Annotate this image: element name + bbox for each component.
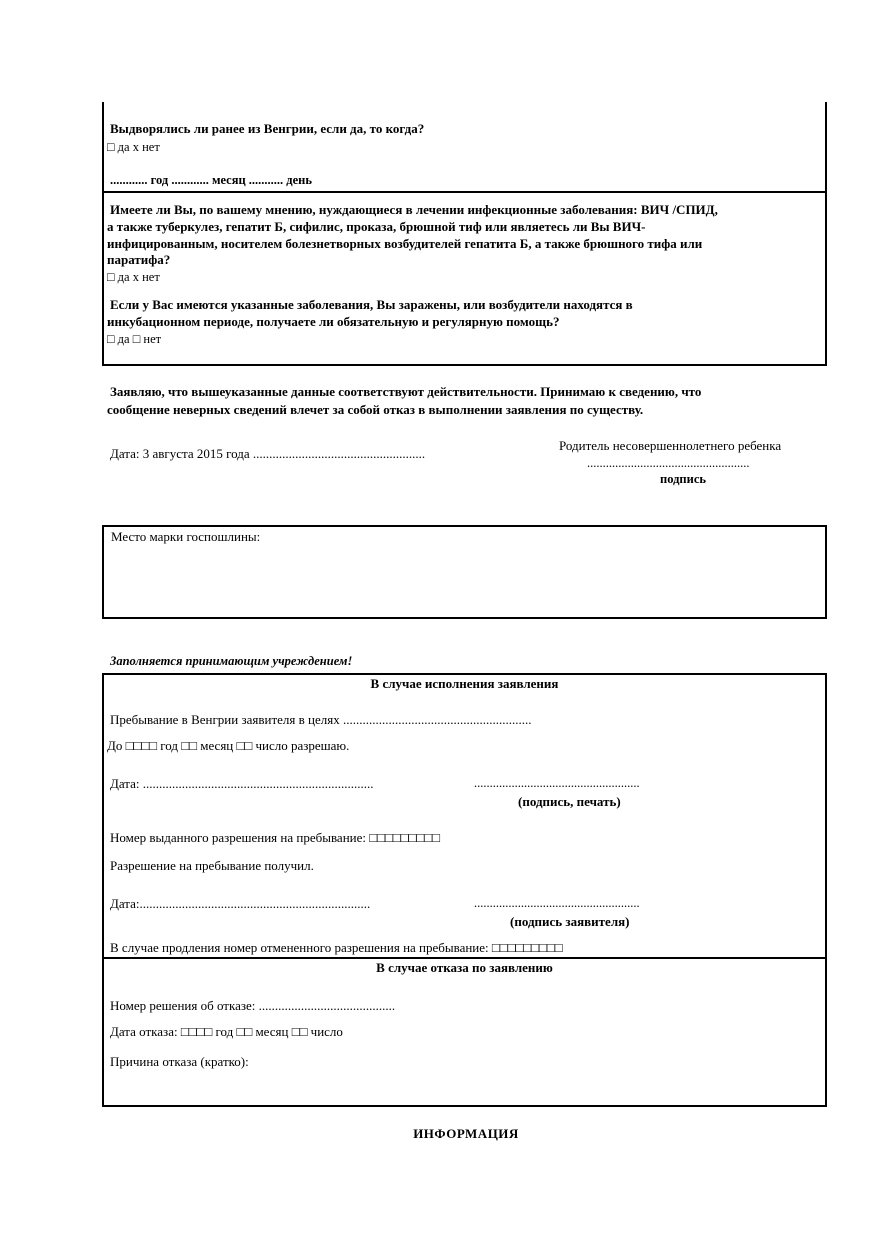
refusal-decision-number: Номер решения об отказе: ..........................................: [110, 998, 396, 1013]
permit-received: Разрешение на пребывание получил.: [110, 858, 314, 873]
extension-permit-number: В случае продления номер отмененного разрешения на пребывание: □□□□□□□□□: [110, 940, 563, 955]
top-table-bottom-border: [102, 364, 827, 366]
approval-date-2: Дата:.......................................................................: [110, 896, 371, 911]
office-table-divider: [102, 957, 827, 959]
stay-purpose: Пребывание в Венгрии заявителя в целях ..........................................................: [110, 712, 532, 727]
refusal-reason: Причина отказа (кратко):: [110, 1054, 249, 1069]
refusal-title: В случае отказа по заявлению: [376, 960, 553, 975]
declaration-line-2: сообщение неверных сведений влечет за собой отказ в выполнении заявления по существу.: [107, 402, 644, 417]
approval-sign-dots: .....................................................: [474, 776, 640, 790]
top-table-left-border: [102, 102, 104, 366]
parent-label: Родитель несовершеннолетнего ребенка: [559, 438, 782, 453]
parent-signature-label: подпись: [660, 472, 706, 486]
top-table-right-border: [825, 102, 827, 366]
approval-title: В случае исполнения заявления: [370, 676, 559, 691]
refusal-date: Дата отказа: □□□□ год □□ месяц □□ число: [110, 1024, 343, 1039]
approval-date: Дата: .......................................................................: [110, 776, 374, 791]
signature-date: Дата: 3 августа 2015 года .....................................................: [110, 446, 426, 461]
permit-number: Номер выданного разрешения на пребывание: □□□□□□□□□: [110, 830, 440, 845]
deport-question: Выдворялись ли ранее из Венгрии, если да, то когда?: [110, 121, 425, 136]
parent-signature-dots: ....................................................: [587, 456, 750, 470]
fee-stamp-box: [102, 525, 827, 619]
disease-help-line-2: инкубационном периоде, получаете ли обязательную и регулярную помощь?: [107, 314, 560, 329]
deport-date-line: ............ год ............ месяц ........... день: [110, 173, 312, 187]
disease-question-line-2: а также туберкулез, гепатит Б, сифилис, проказа, брюшной тиф или являетесь ли Вы ВИЧ-: [107, 219, 646, 234]
deport-options: □ да х нет: [107, 140, 160, 154]
stay-until: До □□□□ год □□ месяц □□ число разрешаю.: [107, 738, 350, 753]
information-heading: ИНФОРМАЦИЯ: [413, 1126, 519, 1141]
office-note: Заполняется принимающим учреждением!: [110, 654, 353, 668]
disease-question-line-4: паратифа?: [107, 252, 171, 267]
applicant-sign-label: (подпись заявителя): [510, 914, 630, 929]
disease-help-options: □ да □ нет: [107, 332, 162, 346]
disease-question-line-3: инфицированным, носителем болезнетворных возбудителей гепатита Б, а также брюшного тифа или: [107, 236, 703, 251]
fee-stamp-label: Место марки госпошлины:: [111, 529, 261, 544]
disease-question-line-1: Имеете ли Вы, по вашему мнению, нуждающиеся в лечении инфекционные заболевания: ВИЧ /СПИД,: [110, 202, 718, 217]
top-table-divider: [102, 191, 827, 193]
disease-help-line-1: Если у Вас имеются указанные заболевания, Вы заражены, или возбудители находятся в: [110, 297, 633, 312]
declaration-line-1: Заявляю, что вышеуказанные данные соответствуют действительности. Принимаю к сведению, что: [110, 384, 702, 399]
applicant-sign-dots: .....................................................: [474, 896, 640, 910]
disease-options: □ да х нет: [107, 270, 160, 284]
approval-sign-label: (подпись, печать): [518, 794, 621, 809]
